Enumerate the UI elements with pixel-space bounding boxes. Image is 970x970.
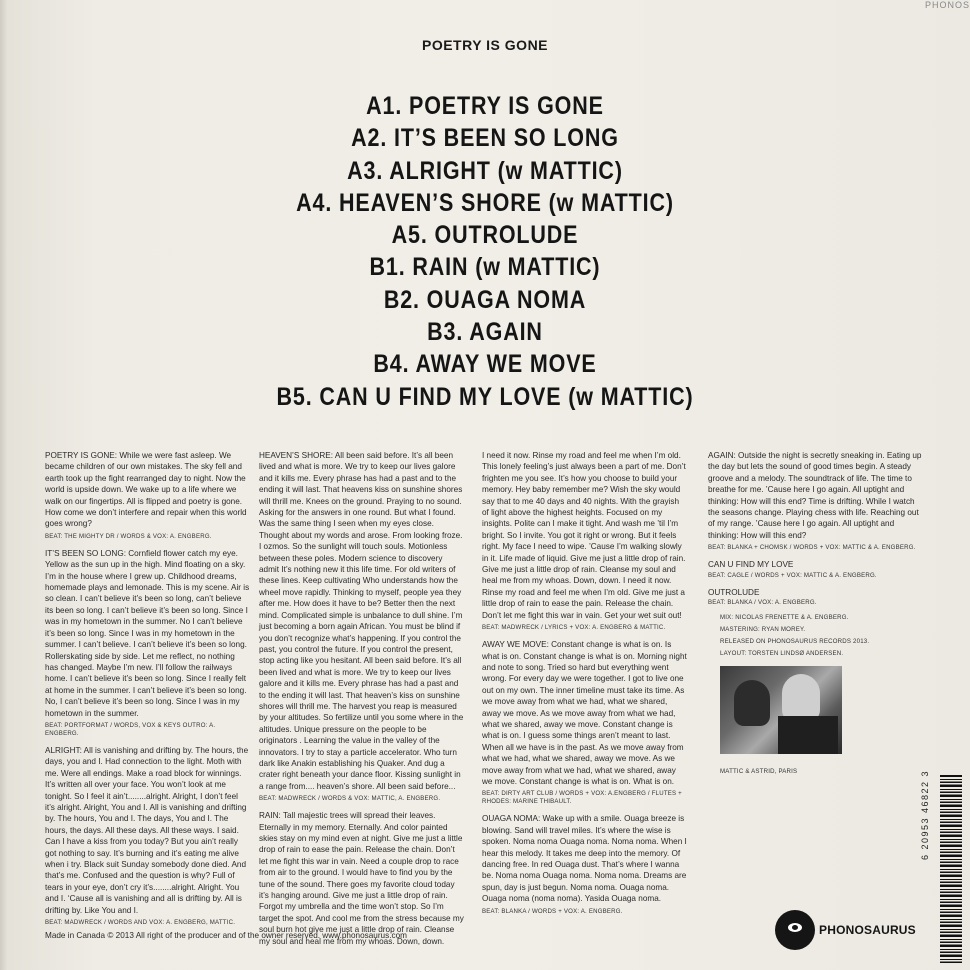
credit-alright: BEAT: MADWRECK / WORDS AND VOX: A. ENGBERG, MATTIC. bbox=[45, 919, 236, 927]
barcode-number: 6 20953 46822 3 bbox=[920, 769, 930, 860]
track-b3: B3. AGAIN bbox=[427, 318, 543, 347]
credit-away-we-move: BEAT: DIRTY ART CLUB / WORDS + VOX: A.ENGBERG / FLUTES + RHODES: MARINE THIBAULT. bbox=[482, 790, 682, 806]
credit-its-been-so-long: BEAT: PORTFORMAT / WORDS, VOX & KEYS OUTRO: A. ENGBERG. bbox=[45, 721, 216, 737]
photo-figure-right bbox=[782, 674, 820, 722]
credit-mix: MIX: NICOLAS FRENETTE & A. ENGBERG. bbox=[720, 614, 849, 622]
lyrics-column-4 bbox=[708, 450, 923, 783]
photo-figure-left bbox=[734, 680, 770, 726]
artist-photo bbox=[720, 666, 842, 754]
credit-heavens-shore: BEAT: MADWRECK / WORDS & VOX: MATTIC, A. ENGBERG. bbox=[259, 795, 441, 803]
lyric-ouaga-noma: OUAGA NOMA: Wake up with a smile. Ouaga breeze is blowing. Sand will travel miles. It’s where the wise is spoken. Noma noma Ouaga noma. Noma noma. When I hear this melody. It takes me deep into the memory. Of dancing free. In red Ouaga dust. That’s where I wanna be. Noma noma Ouaga noma. Noma noma. Dreams are spun, day is just begun. Noma noma. Ouaga noma. Ouaga noma (noma noma). Yasida Ouaga noma. bbox=[482, 814, 687, 904]
photo-shadow bbox=[778, 716, 838, 754]
credit-ouaga-noma: BEAT: BLANKA / WORDS + VOX: A. ENGBERG. bbox=[482, 907, 623, 915]
heading-can-u-find-my-love: CAN U FIND MY LOVE bbox=[708, 560, 794, 570]
album-title: POETRY IS GONE bbox=[421, 37, 549, 53]
track-b5: B5. CAN U FIND MY LOVE (w MATTIC) bbox=[276, 382, 694, 411]
lyric-heavens-shore: HEAVEN’S SHORE: All been said before. It’s all been lived and what is more. We try to keep our lives galore and it kills me. Every phrase has had a past and to the ending it will last. That heavens kiss on sunshine shores will thrill me. Knees on the ground. Praying to no sound. Asking for the answers in one round. But what I found. Was the same thing I seen when my eyes close. Thought about my words and arose. From looking froze. I ozmos. So the sunlight will touch souls. Motionless between these poles. Modern science to discovery admit It’s nothing new it this life time. For old writers of these lines. Keep cultivating Who understands how the wheel move rapidly. Thinking to myself, people yea they after me. How does it have to be? Better then the next mind. Complicated simple is unbalance to dull shine. I’m just becoming a born again African. You must be blind if you don’t recognize what’s happening. If you control the past, you control the future. If you control the present, stop acting like you hesitant. All been said before. It’s all been lived and what is more. We try to keep our lives galore and it kills me. Every phrase has had a past and to the ending it will last. That heaven’s kiss on sunshine shores will thrill me. The harvest you reap is measured by your altitudes. So fertilize until you some where in the altitudes. Unique pressure on the people to be originators . Learning the value in the valley of the innovators. I try to stay a particle accelerator. Who turn dark like Anakin establishing his Quaker. And dug a crater right beneath your dance floor. Kissing sunlight in a range from.... heaven’s shore. All been said before... bbox=[259, 451, 464, 791]
credit-outrolude: BEAT: BLANKA / VOX: A. ENGBERG. bbox=[708, 599, 817, 607]
lyric-its-been-so-long: IT’S BEEN SO LONG: Cornfield flower catch my eye. Yellow as the sun up in the high. Mind floating on a sky. I’m in the house where I grew up. Childhood dreams, homemade plays and lemonade. This is my scene. Air is so clean. I can’t believe it’s been so long, can’t believe its been so long. I can’t believe it’s been so long. Since I was in my hometown in the summer. No I can’t believe it’s been so long. Since I was in my hometown in the summer. I can’t believe. I can’t believe it’s been so long. Rollerskating side by side. Let me reflect, no nothing has changed. Maybe I’m new. I’ll follow the railways home. I can’t believe it’s been so long. Since I really felt at home in the summer. I can’t believe it’s been so long. No, I can’t believe it’s been so long. Since I was in my hometown in the summer. bbox=[45, 548, 250, 718]
track-b2: B2. OUAGA NOMA bbox=[383, 285, 587, 314]
lyric-rain: RAIN: Tall majestic trees will spread their leaves. Eternally in my memory. Eternally. And color painted skies stay on my mind even at night. Give me just a little drop of rain to ease the pain. Release the chain. Don’t let me fight this war in vain. Need a couple drop to race from air to the ground. I would have to find you by the tune of the sound. There goes my favorite cloud today it’s hanging around. Give me just a little drop of rain. Forgot my umbrella and the time won’t stop. So I’m target the spot. And cool me from the stress because my soul burn hot give me just a little drop of rain. Cleanse my soul and heal me from my whoas. Down, down. bbox=[259, 811, 464, 946]
credit-mastering: MASTERING: RYAN MOREY. bbox=[720, 626, 806, 634]
track-a5: A5. OUTROLUDE bbox=[391, 221, 579, 250]
track-b4: B4. AWAY WE MOVE bbox=[373, 350, 597, 379]
credit-poetry-is-gone: BEAT: THE MIGHTY DR / WORDS & VOX: A. ENGBERG. bbox=[45, 532, 212, 540]
logo-wordmark: PHONOSAURUS bbox=[819, 923, 916, 937]
track-b1: B1. RAIN (w MATTIC) bbox=[369, 253, 601, 282]
footer-copyright: Made in Canada © 2013 All right of the producer and of the owner reserved. www.phonosaurus.com bbox=[45, 931, 407, 940]
track-a2: A2. IT’S BEEN SO LONG bbox=[351, 124, 619, 153]
credit-rain: BEAT: MADWRECK / LYRICS + VOX: A. ENGBERG & MATTIC. bbox=[482, 624, 666, 632]
lyric-rain-cont: I need it now. Rinse my road and feel me when I’m old. This lonely feeling’s just always been a part of me. Don’t frighten me you see. It’s how you choose to build your memory. Hey baby remember me? Wish the sky would say that to me 40 days and 40 nights. With the grayish of light above the highest heights. Focused on my insights. Polite can I make it tight. And wash me ’til I’m bright. So I invite. You got it right or wrong. But it feels right. My face I need to wipe. ’Cause I’m walking slowly in it. Life made of liquid. Give me just a little drop of rain. Give me just a little drop of rain. Cleanse my soul and heal me from my whoas. Down, down. I need it now. Rinse my road and feel me when I’m old. Give me just a little drop of rain to ease the pain. Release the chain. Don’t let me fight this war in vain. Get your wet suit out! bbox=[482, 451, 686, 620]
track-a4: A4. HEAVEN’S SHORE (w MATTIC) bbox=[296, 188, 674, 217]
tracklist bbox=[0, 90, 970, 413]
lyrics-column-3 bbox=[482, 450, 687, 923]
credit-can-u-find-my-love: BEAT: CAGLE / WORDS + VOX: MATTIC & A. ENGBERG. bbox=[708, 571, 877, 579]
credit-released: RELEASED ON PHONOSAURUS RECORDS 2013. bbox=[720, 638, 870, 646]
track-a3: A3. ALRIGHT (w MATTIC) bbox=[347, 156, 623, 185]
heading-outrolude: OUTROLUDE bbox=[708, 587, 760, 597]
credit-again: BEAT: BLANKA + CHOMSK / WORDS + VOX: MATTIC & A. ENGBERG. bbox=[708, 544, 916, 552]
eye-pupil bbox=[792, 925, 798, 930]
eye-logo-icon bbox=[775, 910, 815, 950]
lyric-again: AGAIN: Outside the night is secretly sneaking in. Eating up the day but lets the sound of good times begin. A steady groove and a melody. The soundtrack of life. The time to breathe for me. ’Cause here I go again. All uptight and thinking: How will this end? Time is drifting. While I watch the seasons change. Playing chess with life. Reaching out of my range. ’Cause here I go again. All uptight and thinking: How will this end? bbox=[708, 451, 922, 540]
track-a1: A1. POETRY IS GONE bbox=[366, 92, 604, 120]
lyric-away-we-move: AWAY WE MOVE: Constant change is what is on. Is what is on. Constant change is what is on. Morning night and note to song. Tried so hard but everything went wrong. For every day we were together. I got to live one out on my own. The inner timeline must take its time. As we move away from what we had, what we shared, away we move. As we move away from what we had, what we shared, away we move. Constant change is what is on. I guess some things aren’t meant to last. When all we have is in the past. As we move away from what we had, what we shared, away we move. As we move away from what we had, what we shared, away we move. Constant change is what is on. What is on. bbox=[482, 640, 687, 786]
photo-caption: MATTIC & ASTRID, PARIS bbox=[720, 768, 798, 776]
lyric-alright: ALRIGHT: All is vanishing and drifting by. The hours, the days, you and I. Had connection to the light. Moth with me. Were all endings. Make a road block for winnings. It’s written all over your face. You won’t look at me tonight. So I feel it ain’t........alright. Alright, I don’t feel it’s alright. Alright, You and I. All is vanishing and drifting by. The hours, You and I. The days, You and I. The hours, the days. All these days. All these ways. I said. Can I have a kiss from you today? But you ain’t really got nothing to say. It’s burning and it’s eating me alive when i try. Black suit Sunday somebody done died. And that’s me. Confused and the question is why? Full of tears in your eye, don’t cry it’s........alright. Alright. You and I. ‘Cause all is vanishing and all is drifting by. All is drifting by. Like You and I. bbox=[45, 745, 249, 915]
phonosaurus-logo bbox=[775, 910, 916, 950]
lyrics-column-2 bbox=[259, 450, 464, 953]
barcode bbox=[940, 775, 962, 963]
lyrics-column-1 bbox=[45, 450, 250, 934]
production-credits bbox=[720, 614, 923, 776]
credit-layout: LAYOUT: TORSTEN LINDSØ ANDERSEN. bbox=[720, 650, 844, 658]
lyric-poetry-is-gone: POETRY IS GONE: While we were fast asleep. We became children of our own mistakes. The sky fell and earth took up the fight rearranged day to night. Now the world is upside down. We wake up to a life where we walk on our fingertips. All is flipped and poetry is gone. How come we don’t interfere and repair when this world goes wrong? bbox=[45, 451, 247, 529]
catalog-code: PHONOS bbox=[924, 0, 970, 10]
